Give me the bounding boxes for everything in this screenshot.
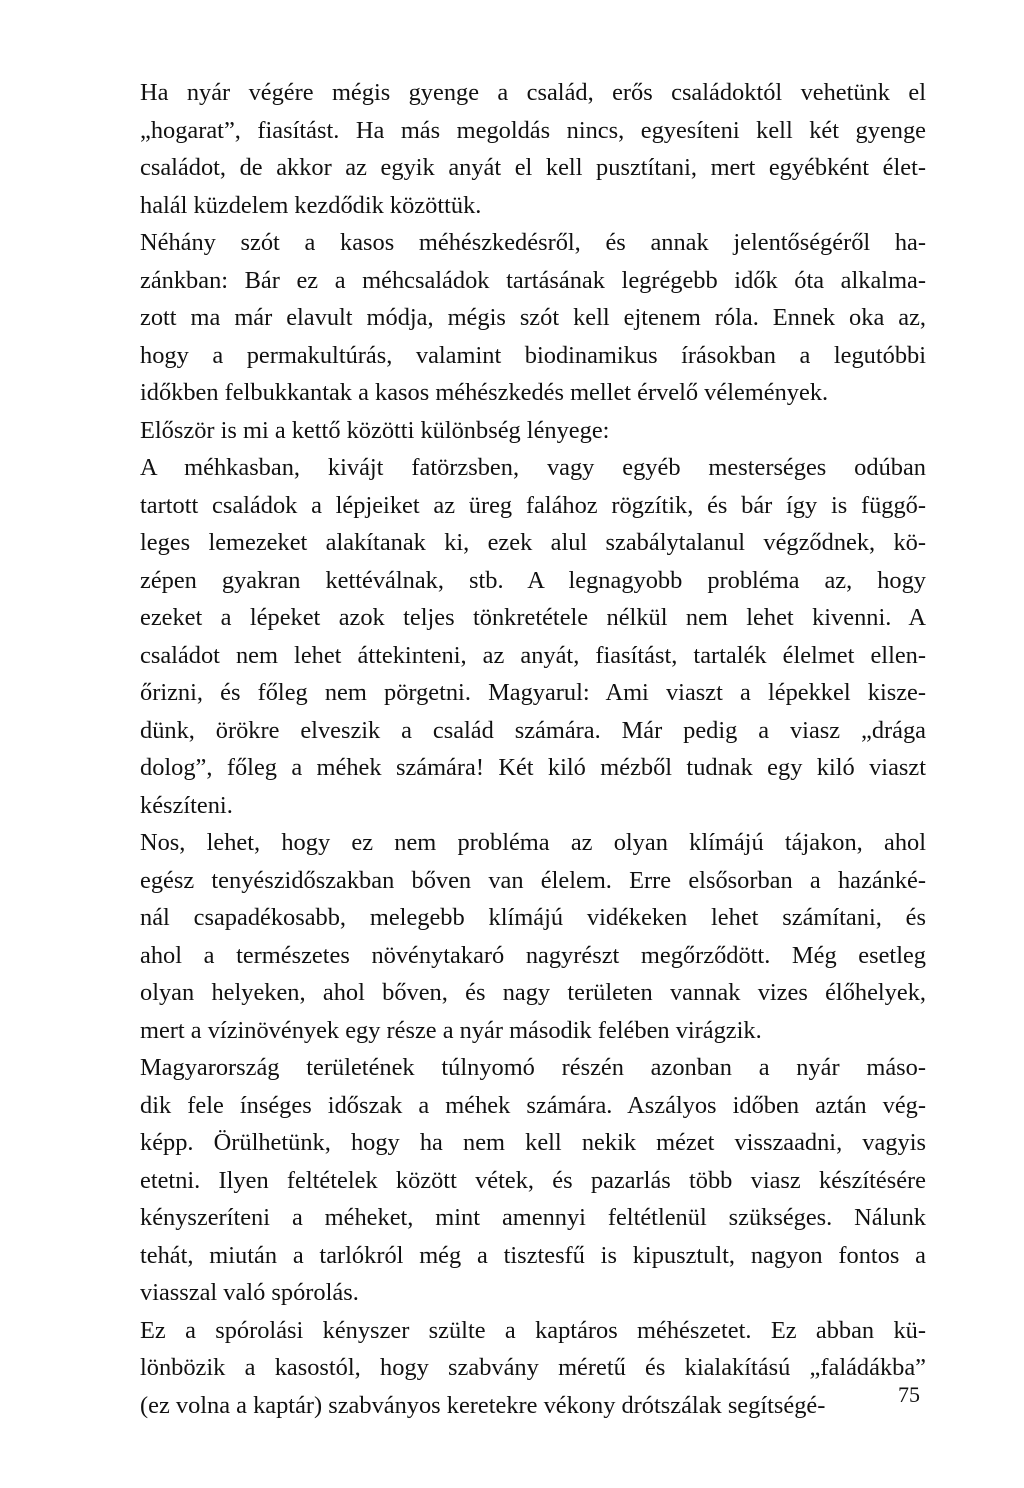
text-line: halál küzdelem kezdődik közöttük. bbox=[140, 191, 482, 219]
text-line: Nos, lehet, hogy ez nem probléma az olyan klímájú tájakon, ahol bbox=[140, 829, 926, 856]
text-line: ezeket a lépeket azok teljes tönkretétele nélkül nem lehet kivenni. A bbox=[140, 604, 926, 631]
text-line: képp. Örülhetünk, hogy ha nem kell nekik mézet visszaadni, vagyis bbox=[140, 1129, 926, 1156]
text-line: nál csapadékosabb, melegebb klímájú vidékeken lehet számítani, és bbox=[140, 904, 926, 931]
text-line: zánkban: Bár ez a méhcsaládok tartásának legrégebb idők óta alkalma- bbox=[140, 266, 926, 294]
text-line: hogy a permakultúrás, valamint biodinamikus írásokban a legutóbbi bbox=[140, 341, 926, 369]
text-line: egész tenyészidőszakban bőven van élelem. Erre elsősorban a hazánké- bbox=[140, 866, 926, 894]
paragraph bbox=[140, 74, 926, 224]
text-line: családot, de akkor az egyik anyát el kell pusztítani, mert egyébként élet- bbox=[140, 154, 926, 181]
paragraph bbox=[140, 824, 926, 1049]
text-line: zott ma már elavult módja, mégis szót kell ejtenem róla. Ennek oka az, bbox=[140, 304, 926, 331]
text-line: A méhkasban, kivájt fatörzsben, vagy egyéb mesterséges odúban bbox=[140, 454, 926, 481]
text-line: etetni. Ilyen feltételek között vétek, és pazarlás több viasz készítésére bbox=[140, 1166, 926, 1194]
text-line: Ha nyár végére mégis gyenge a család, erős családoktól vehetünk el bbox=[140, 79, 926, 106]
text-line: tartott családok a lépjeiket az üreg falához rögzítik, és bár így is függő- bbox=[140, 491, 926, 519]
text-line: dolog”, főleg a méhek számára! Két kiló mézből tudnak egy kiló viaszt bbox=[140, 754, 926, 781]
text-line: zépen gyakran kettéválnak, stb. A legnagyobb probléma az, hogy bbox=[140, 566, 926, 594]
paragraph bbox=[140, 1312, 926, 1425]
page-number: 75 bbox=[898, 1382, 920, 1407]
text-line: olyan helyeken, ahol bőven, és nagy területen vannak vizes élőhelyek, bbox=[140, 979, 926, 1006]
text-line: kényszeríteni a méheket, mint amennyi feltétlenül szükséges. Nálunk bbox=[140, 1204, 926, 1231]
text-line: mert a vízinövények egy része a nyár második felében virágzik. bbox=[140, 1016, 762, 1044]
text-line: (ez volna a kaptár) szabványos keretekre vékony drótszálak segítségé- bbox=[140, 1391, 826, 1419]
text-line: ahol a természetes növénytakaró nagyrészt megőrződött. Még esetleg bbox=[140, 941, 926, 969]
text-line: készíteni. bbox=[140, 791, 233, 819]
text-line: Néhány szót a kasos méhészkedésről, és annak jelentőségéről ha- bbox=[140, 229, 926, 256]
text-line: Magyarország területének túlnyomó részén azonban a nyár máso- bbox=[140, 1054, 926, 1081]
text-line: dünk, örökre elveszik a család számára. Már pedig a viasz „drága bbox=[140, 716, 926, 744]
text-line: Ez a spórolási kényszer szülte a kaptáros méhészetet. Ez abban kü- bbox=[140, 1316, 926, 1344]
text-line: lönbözik a kasostól, hogy szabvány méretű és kialakítású „faládákba” bbox=[140, 1354, 926, 1381]
text-line: „hogarat”, fiasítást. Ha más megoldás nincs, egyesíteni kell két gyenge bbox=[140, 116, 926, 144]
paragraph bbox=[140, 412, 926, 450]
text-line: dik fele ínséges időszak a méhek számára. Aszályos időben aztán vég- bbox=[140, 1091, 926, 1119]
text-line: időkben felbukkantak a kasos méhészkedés mellet érvelő vélemények. bbox=[140, 379, 829, 406]
paragraph bbox=[140, 1049, 926, 1312]
paragraph bbox=[140, 224, 926, 412]
text-line: leges lemezeket alakítanak ki, ezek alul szabálytalanul végződnek, kö- bbox=[140, 529, 926, 556]
text-line: Először is mi a kettő közötti különbség lényege: bbox=[140, 416, 610, 444]
text-line: tehát, miután a tarlókról még a tisztesfű is kipusztult, nagyon fontos a bbox=[140, 1241, 926, 1269]
paragraph bbox=[140, 449, 926, 824]
text-line: családot nem lehet áttekinteni, az anyát, fiasítást, tartalék élelmet ellen- bbox=[140, 641, 926, 669]
text-line: őrizni, és főleg nem pörgetni. Magyarul: Ami viaszt a lépekkel kisze- bbox=[140, 679, 926, 706]
text-line: viasszal való spórolás. bbox=[140, 1279, 359, 1306]
body-text bbox=[140, 74, 926, 1424]
